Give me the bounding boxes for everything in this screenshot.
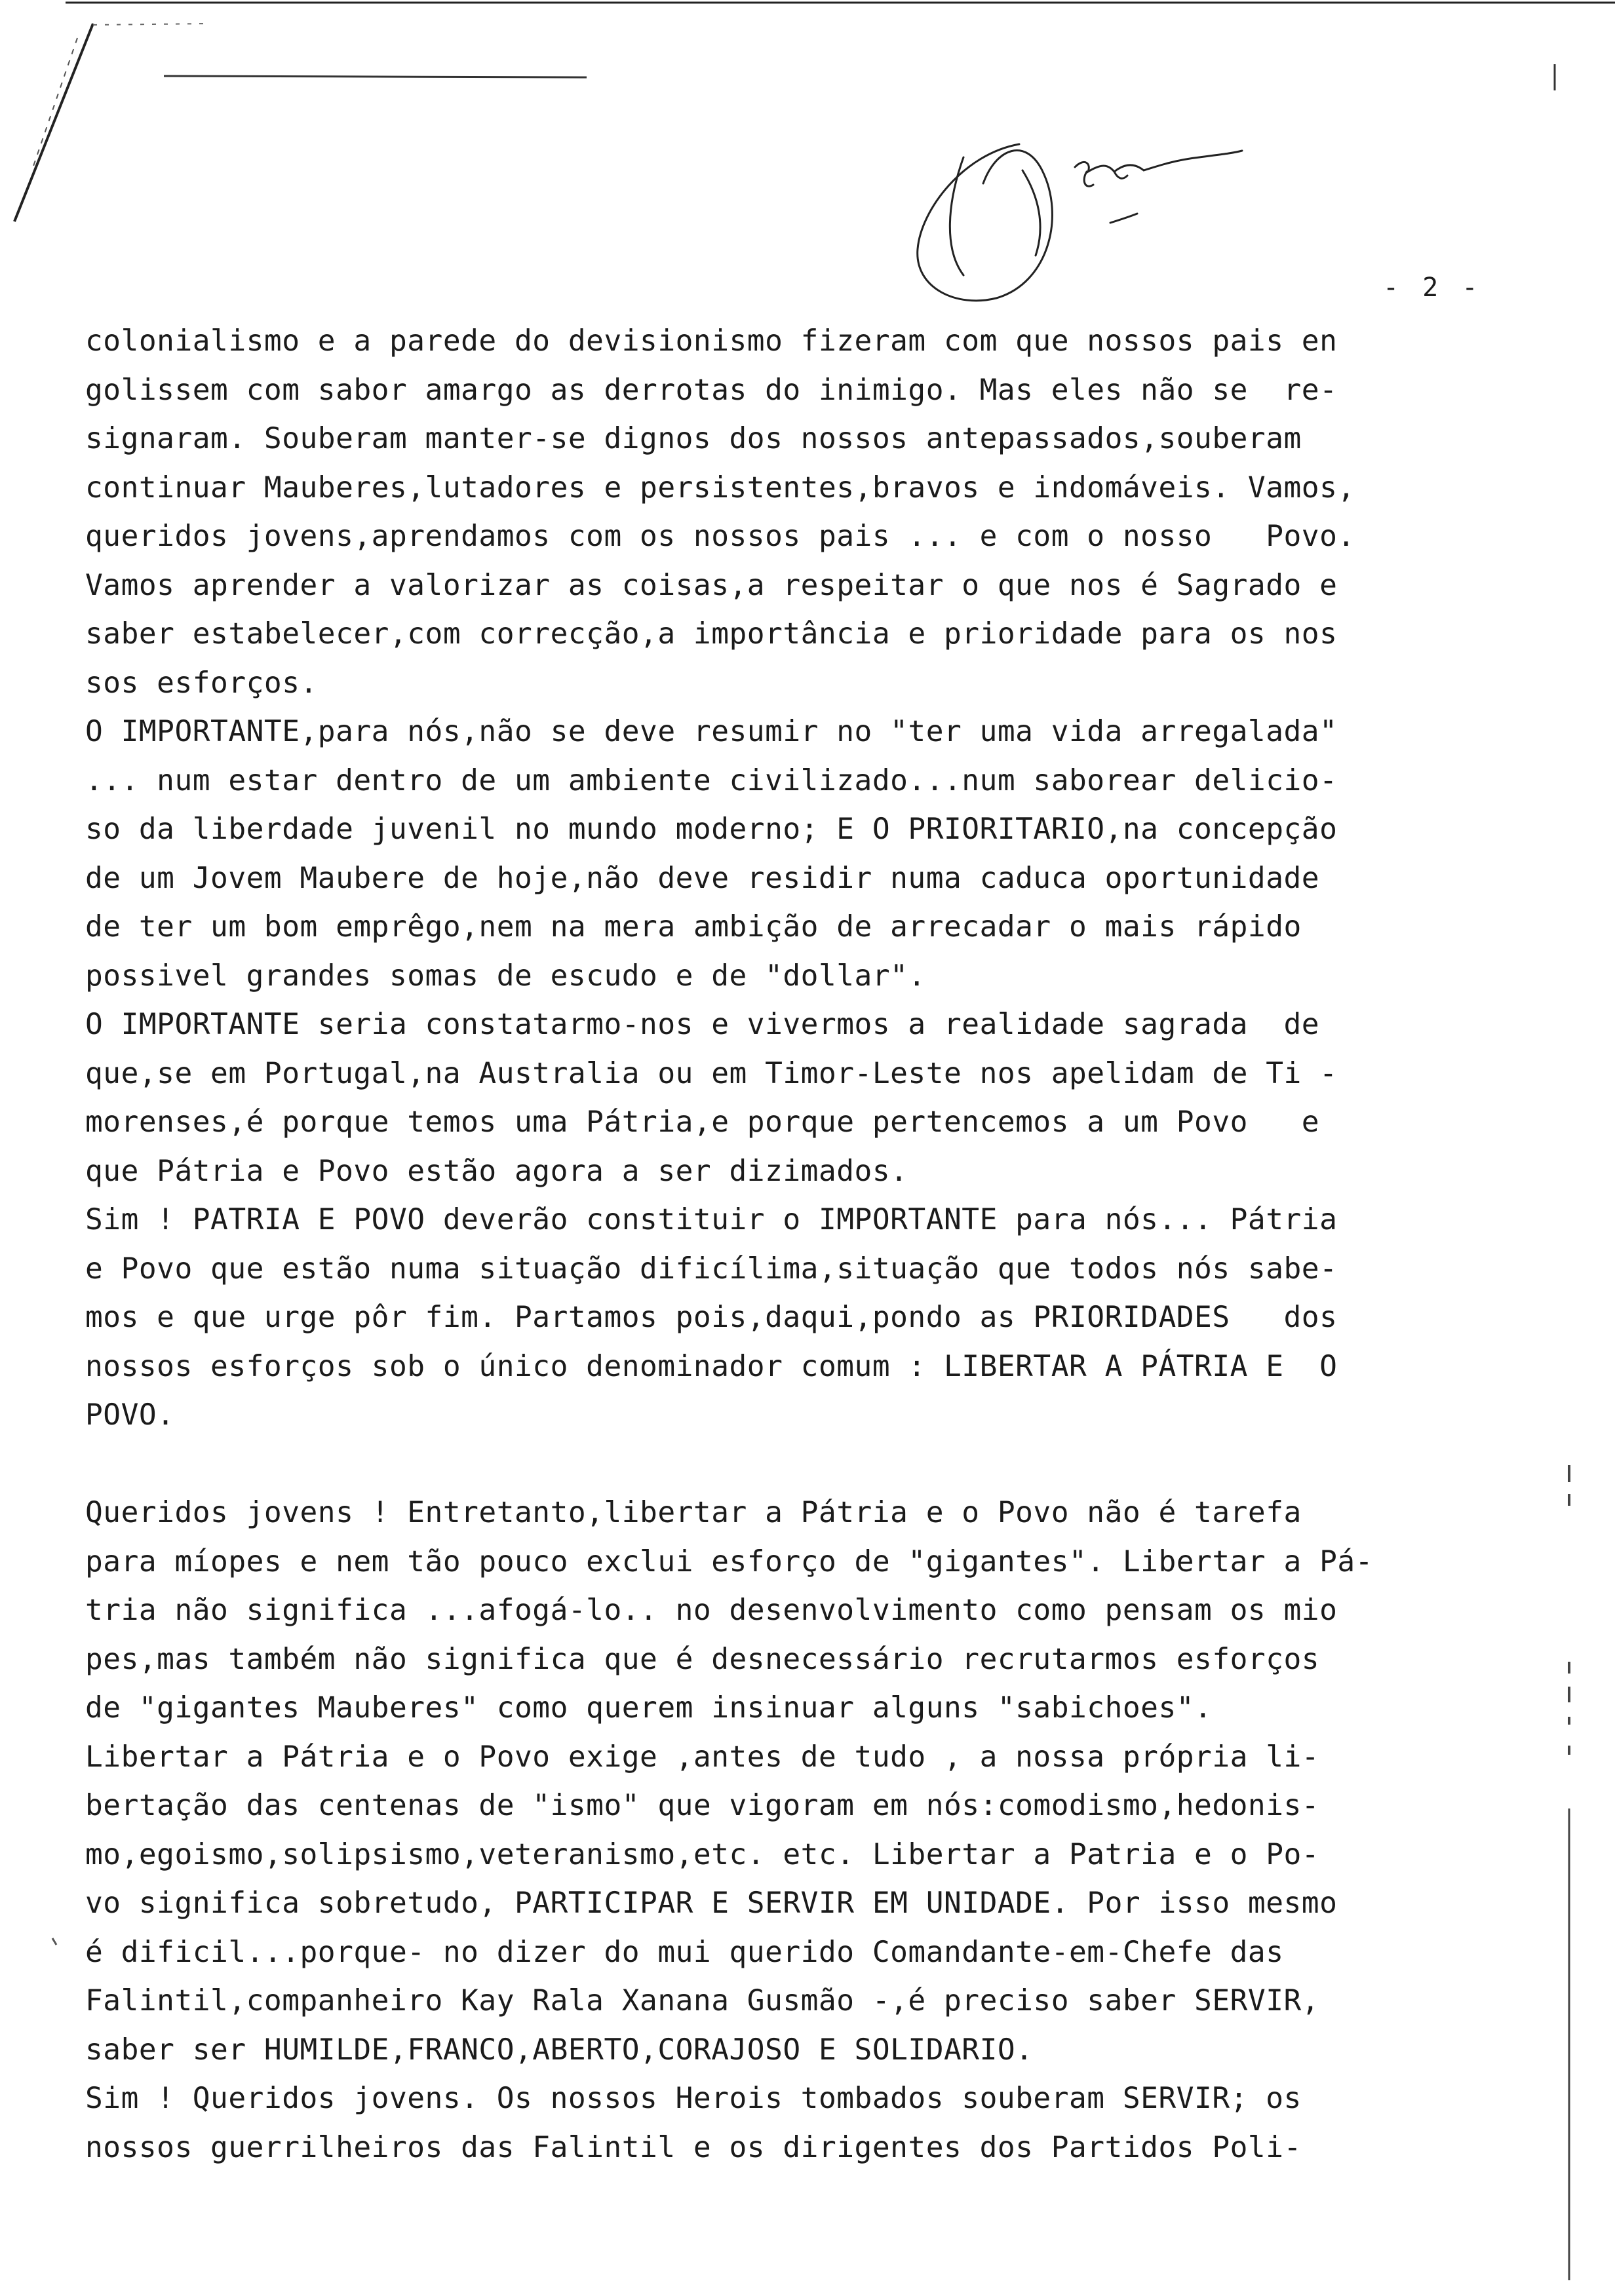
text-line: Falintil,companheiro Kay Rala Xanana Gusmão -,é preciso saber SERVIR,: [85, 1984, 1320, 2018]
text-line: tria não significa ...afogá-lo.. no desenvolvimento como pensam os mio: [85, 1594, 1338, 1627]
text-line: é dificil...porque- no dizer do mui querido Comandante-em-Chefe das: [85, 1935, 1284, 1969]
left-corner-mark: [14, 24, 93, 221]
text-line: signaram. Souberam manter-se dignos dos nossos antepassados,souberam: [85, 422, 1302, 455]
page-number: - 2 -: [1383, 273, 1482, 303]
text-line: mos e que urge pôr fim. Partamos pois,daqui,pondo as PRIORIDADES dos: [85, 1301, 1338, 1334]
text-line: queridos jovens,aprendamos com os nossos pais ... e com o nosso Povo.: [85, 520, 1355, 553]
paragraph-1: [85, 317, 1494, 708]
text-line: pes,mas também não significa que é desnecessário recrutarmos esforços: [85, 1642, 1320, 1676]
text-line: Sim ! PATRIA E POVO deverão constituir o IMPORTANTE para nós... Pátria: [85, 1203, 1338, 1236]
text-line: saber estabelecer,com correcção,a importância e prioridade para os nos: [85, 617, 1338, 651]
text-line: para míopes e nem tão pouco exclui esforço de "gigantes". Libertar a Pá-: [85, 1544, 1373, 1578]
text-line: de um Jovem Maubere de hoje,não deve residir numa caduca oportunidade: [85, 861, 1320, 895]
text-line: POVO.: [85, 1398, 175, 1432]
document-body: [85, 317, 1494, 2172]
text-line: colonialismo e a parede do devisionismo fizeram com que nossos pais en: [85, 324, 1338, 358]
text-line: golissem com sabor amargo as derrotas do inimigo. Mas eles não se re-: [85, 373, 1338, 407]
text-line: mo,egoismo,solipsismo,veteranismo,etc. etc. Libertar a Patria e o Po-: [85, 1837, 1320, 1871]
text-line: sos esforços.: [85, 666, 318, 700]
text-line: que Pátria e Povo estão agora a ser dizimados.: [85, 1154, 908, 1188]
text-line: nossos esforços sob o único denominador comum : LIBERTAR A PÁTRIA E O: [85, 1349, 1338, 1383]
text-line: Queridos jovens ! Entretanto,libertar a Pátria e o Povo não é tarefa: [85, 1496, 1302, 1529]
top-short-line: [93, 24, 210, 25]
text-line: e Povo que estão numa situação dificílima,situação que todos nós sabe-: [85, 1252, 1338, 1286]
paragraph-3: [85, 1001, 1494, 1196]
text-line: morenses,é porque temos uma Pátria,e porque pertencemos a um Povo e: [85, 1105, 1320, 1139]
text-line: so da liberdade juvenil no mundo moderno; E O PRIORITARIO,na concepção: [85, 813, 1338, 846]
text-line: vo significa sobretudo, PARTICIPAR E SERVIR EM UNIDADE. Por isso mesmo: [85, 1886, 1338, 1920]
paragraph-2: [85, 708, 1494, 1001]
paragraph-5: [85, 1489, 1494, 2075]
text-line: nossos guerrilheiros das Falintil e os dirigentes dos Partidos Poli-: [85, 2130, 1302, 2164]
text-line: continuar Mauberes,lutadores e persistentes,bravos e indomáveis. Vamos,: [85, 470, 1355, 505]
text-line: ... num estar dentro de um ambiente civilizado...num saborear delicio-: [85, 763, 1338, 797]
paragraph-spacer: [85, 1440, 1494, 1489]
text-line: O IMPORTANTE seria constatarmo-nos e vivermos a realidade sagrada de: [85, 1008, 1320, 1041]
text-line: O IMPORTANTE,para nós,não se deve resumir no "ter uma vida arregalada": [85, 715, 1338, 748]
left-corner-mark-thin: [31, 38, 77, 172]
paragraph-6: [85, 2075, 1494, 2172]
text-line: bertação das centenas de "ismo" que vigoram em nós:comodismo,hedonis-: [85, 1789, 1320, 1822]
paragraph-4: [85, 1196, 1494, 1440]
text-line: de "gigantes Mauberes" como querem insinuar alguns "sabichoes".: [85, 1691, 1213, 1725]
text-line: saber ser HUMILDE,FRANCO,ABERTO,CORAJOSO E SOLIDARIO.: [85, 2033, 1034, 2067]
text-line: Vamos aprender a valorizar as coisas,a respeitar o que nos é Sagrado e: [85, 568, 1338, 602]
text-line: possivel grandes somas de escudo e de "dollar".: [85, 959, 926, 993]
signature-icon: [918, 144, 1242, 301]
text-line: que,se em Portugal,na Australia ou em Timor-Leste nos apelidam de Ti -: [85, 1056, 1338, 1090]
text-line: Libertar a Pátria e o Povo exige ,antes de tudo , a nossa própria li-: [85, 1740, 1320, 1774]
left-margin-tick: [52, 1938, 56, 1945]
top-rule: [164, 76, 587, 77]
text-line: Sim ! Queridos jovens. Os nossos Herois tombados souberam SERVIR; os: [85, 2082, 1302, 2115]
text-line: de ter um bom emprêgo,nem na mera ambição de arrecadar o mais rápido: [85, 910, 1302, 944]
